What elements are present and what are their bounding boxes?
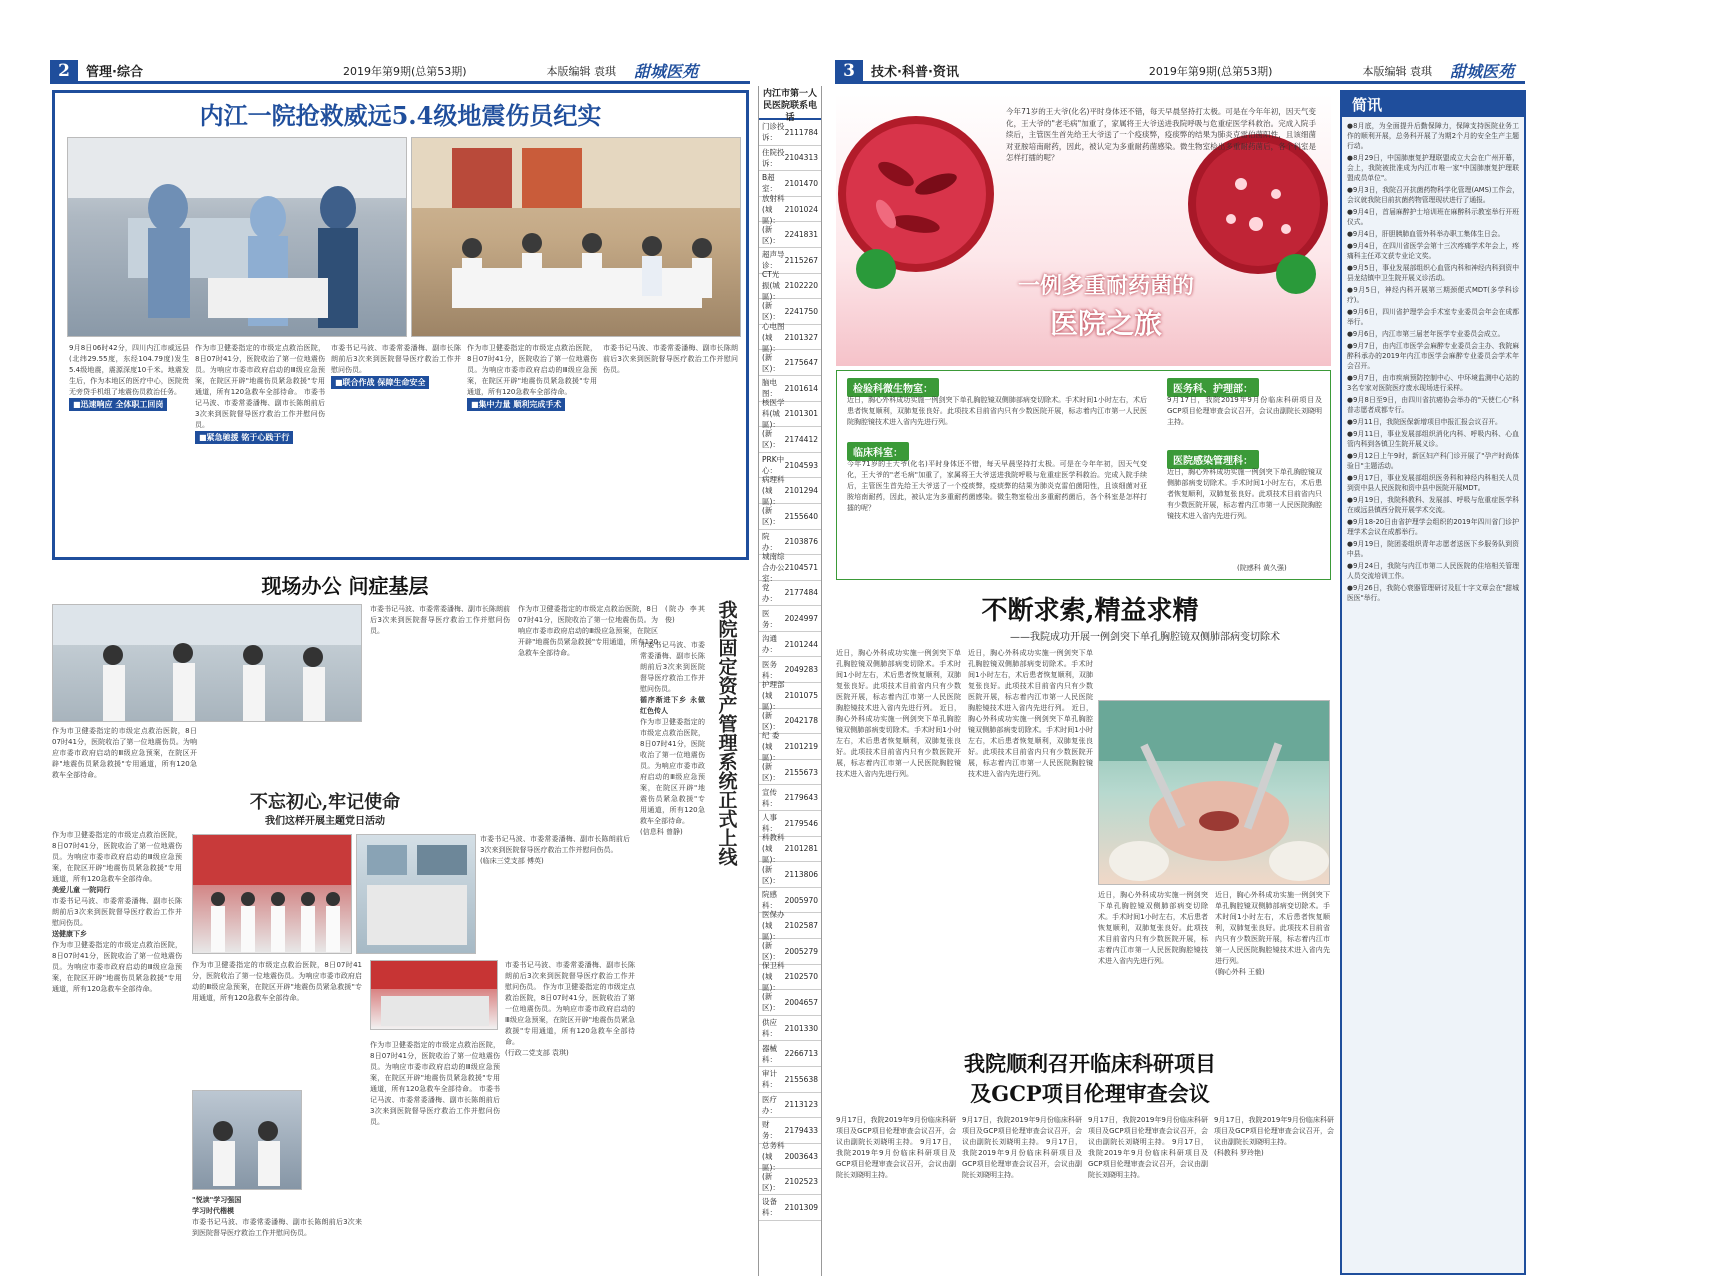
news-brief-item: ●9月18-20日由省护理学会组织的2019年四川省门诊护理学术会议在成都举行。 [1347,518,1519,536]
news-brief-item: ●9月12日上午9时，新区妇产科门诊开展了"孕产时尚体验日"主题活动。 [1347,452,1519,470]
box-clinical-text: 今年71岁的王大爷(化名)平时身体还不错，每天早晨坚持打太极。可是在今年年初，因天气变化，王大爷的"老毛病"加重了，家属将王大爷送进我院呼吸与危重症医学科救治。完成入院手续后，主管医生首先给王大爷送了一个疫痰弊，疫痰弊的结果为肺炎克雷伯菌阳性，且该细菌对亚胺培南耐药，因此，被认定为多重耐药菌感染。微生物室检出多重耐药菌后，各个科室是怎样打擂的呢？ [847,460,1147,512]
news-brief-item: ●9月24日，我院与内江市第二人民医院的住培相关管理人员交流培训工作。 [1347,562,1519,580]
phone-number: 2175647 [784,358,818,368]
phone-row [759,504,821,530]
news-brief-list [1342,117,1524,609]
phone-dept: 总务科(城 區)： [762,1140,785,1172]
rescue-photo-2 [411,137,741,337]
phone-row [759,760,821,786]
surgery-byline: (胸心外科 王毅) [1215,968,1265,976]
phone-dept: 病理科(城 區)： [762,475,785,507]
page-number-right: 3 [835,60,863,82]
bacteria-headline-2: 医院之旅 [1049,307,1162,340]
phone-dept: 供应科： [762,1018,777,1039]
party-sub4: "悦读"学习强国 [192,1196,242,1204]
surgery-col-1: 近日，胸心外科成功实施一例剑突下单孔胸腔镜双侧肺部病变切除术。手术时间1小时左右，术后患者恢复顺利，双肺复张良好。此项技术目前省内只有少数医院开展，标志着内江市第一人民医院胸腔镜技术进入省内先进行列。 近日，胸心外科成功实施一例剑突下单孔胸腔镜双侧肺部病变切除术。手术时间1小时左右，术后患者恢复顺利，双肺复张良好。此项技术目前省内只有少数医院开展，标志着内江市第一人民医院胸腔镜技术进入省内先进行列。 [836,649,961,778]
bacteria-icon-left [836,94,996,294]
box-microbiology-label: 检验科微生物室： [847,377,939,397]
rescue-photo-art [68,138,407,337]
phone-number: 2179433 [784,1125,818,1135]
bacteria-body [836,370,1331,580]
party-col-1: 作为市卫健委指定的市级定点救治医院，8日07时41分，医院收治了第一位地震伤员。为响应市委市政府启动的Ⅲ级应急预案，在院区开辟"地震伤员紧急救援"专用通道，所有120急救车全部待命。 美爱儿童 一院同行 市委书记马波、市委常委潘梅、副市长陈朗前后3次来到医院督导医疗救治工作并慰问伤员。 送健康下乡 作为市卫健委指定的市级定点救治医院，8日07时41分，医院收治了第一位地震伤员。为响应市委市政府启动的Ⅲ级应急预案，在院区开辟"地震伤员紧急救援"专用通道，所有120急救车全部待命。 [52,831,182,993]
phone-dept: 城南综合办公室： [762,551,785,583]
news-brief-column [1340,90,1526,1275]
phone-dept: 核医学科(城 區)： [762,398,785,430]
phone-number: 2101244 [784,639,818,649]
phone-dept: (新 区)： [762,992,780,1013]
phone-dept: (新 区)： [762,941,780,962]
news-brief-item: ●9月7日，由市疾病预防控制中心、中环境监测中心站的3名专家对医院医疗废水现场进行采样。 [1347,374,1519,392]
editor-label-right: 本版编辑 袁琪 [1362,64,1432,78]
phone-dept: 财 务： [762,1120,777,1141]
phone-number: 2101309 [784,1202,818,1212]
phone-number: 2104571 [784,562,818,572]
phone-row [759,679,821,711]
phone-dept: 医 务： [762,608,777,629]
sub-emergency: ■紧急驰援 铭于心践于行 [195,431,293,444]
phone-number: 2101219 [784,742,818,752]
office-photo-art [53,605,362,722]
news-brief-item: ●9月17日，事业发展部组织医务科和神经内科相关人员到资中县人民医院和资中县中医院开展MDT。 [1347,474,1519,492]
phone-dept: (新 区)： [762,710,780,731]
box-infection-text: 近日，胸心外科成功实施一例剑突下单孔胸腔镜双侧肺部病变切除术。手术时间1小时左右，术后患者恢复顺利，双肺复张良好。此项技术目前省内只有少数医院开展，标志着内江市第一人民医院胸腔镜技术进入省内先进行列。 [1167,468,1322,520]
party-photo-art-2 [357,835,476,954]
phone-row [759,398,821,430]
office-text-3: 作为市卫健委指定的市级定点救治医院，8日07时41分，医院收治了第一位地震伤员。为响应市委市政府启动的Ⅲ级应急预案，在院区开辟"地震伤员紧急救援"专用通道，所有120急救车全部待命。 [518,605,658,657]
surgery-headline: 不断求索,精益求精 [981,596,1199,626]
news-brief-item: ●9月11日，事业发展部组织消化内科、呼吸内科、心血管内科到各镇卫生院开展义诊。 [1347,430,1519,448]
news-brief-item: ●9月3日，我院召开抗菌药物科学化管理(AMS)工作会，会议就我院目前抗菌药物管理现状进行了通报。 [1347,186,1519,204]
phone-dept: (新 区)： [762,301,780,322]
phone-dept: 党 办： [762,582,777,603]
box-microbiology-text: 近日，胸心外科成功实施一例剑突下单孔胸腔镜双侧肺部病变切除术。手术时间1小时左右，术后患者恢复顺利，双肺复张良好。此项技术目前省内只有少数医院开展，标志着内江市第一人民医院胸腔镜技术进入省内先进行列。 [847,396,1147,426]
news-brief-item: ●8月29日，中国肺康复护理联盟成立大会在广州开幕，会上，我院被批准成为内江市唯一家"中国肺康复护理联盟成员单位"。 [1347,154,1519,182]
phone-row [759,193,821,225]
phone-row [759,606,821,632]
phone-number: 2104313 [784,153,818,163]
rescue-photo-1 [67,137,407,337]
news-brief-item: ●9月4日，首届麻醉护士培训班在麻醉科示教室举行开班仪式。 [1347,208,1519,226]
earthquake-col-4: 作为市卫健委指定的市级定点救治医院，8日07时41分，医院收治了第一位地震伤员。为响应市委市政府启动的Ⅲ级应急预案，在院区开辟"地震伤员紧急救援"专用通道，所有120急救车全部待命。 ■集中力量 顺利完成手术 [467,344,597,409]
news-brief-item: ●9月4日，在四川省医学会第十三次疼痛学术年会上，疼痛科主任邓文获专业论文奖。 [1347,242,1519,260]
phone-dept: 护理部(城 區)： [762,679,785,711]
phone-number: 2241750 [784,306,818,316]
earthquake-headline: 内江一院抢救威远5.4级地震伤员纪实 [199,100,602,130]
phone-row [759,581,821,607]
gcp-col-4: 9月17日，我院2019年9月份临床科研项目及GCP项目伦理审查会议召开，会议由副院长刘晓明主持。 (科教科 罗玲艳) [1214,1116,1334,1157]
phone-dept: 超声导诊： [762,250,785,271]
phone-dept: 人事科： [762,813,777,834]
phone-number: 2113123 [784,1100,818,1110]
logo-right: 甜城医苑 [1449,62,1514,81]
party-col-6: 市委书记马波、市委常委潘梅、副市长陈朗前后3次来到医院督导医疗救治工作并慰问伤员。 作为市卫健委指定的市级定点救治医院，8日07时41分，医院收治了第一位地震伤员。为响应市委市政府启动的Ⅲ级应急预案，在院区开辟"地震伤员紧急救援"专用通道，所有120急救车全部待命。 (行政二党支部 袁琪) [505,961,635,1057]
phone-number: 2103876 [784,537,818,547]
party-photo-art-4 [193,1091,302,1190]
sub-smooth: ■集中力量 顺利完成手术 [467,398,565,411]
party-col-2: 市委书记马波、市委常委潘梅、副市长陈朗前后3次来到医院督导医疗救治工作并慰问伤员。 (临床三党支部 傅英) [480,835,630,865]
phone-dept: 沟通办： [762,634,777,655]
phone-dept: 心电图(城 區)： [762,321,785,353]
office-headline: 现场办公 问症基层 [261,574,429,598]
sub-rapid: ■迅速响应 全体职工回岗 [69,398,167,411]
phone-row [759,731,821,763]
logo: 甜城医苑 [634,62,699,81]
phone-dept: (新 区)： [762,352,780,373]
phone-dept: PRK中心： [762,455,785,476]
news-brief-item: ●9月19日，我院科教科、发展部、呼吸与危重症医学科在威远县镇西分院开展学术交流。 [1347,496,1519,514]
surgery-col-2: 近日，胸心外科成功实施一例剑突下单孔胸腔镜双侧肺部病变切除术。手术时间1小时左右，术后患者恢复顺利，双肺复张良好。此项技术目前省内只有少数医院开展，标志着内江市第一人民医院胸腔镜技术进入省内先进行列。 近日，胸心外科成功实施一例剑突下单孔胸腔镜双侧肺部病变切除术。手术时间1小时左右，术后患者恢复顺利，双肺复张良好。此项技术目前省内只有少数医院开展，标志着内江市第一人民医院胸腔镜技术进入省内先进行列。 [968,649,1093,778]
party-sub5: 学习时代楷模 [192,1207,234,1215]
phone-number: 2102570 [784,972,818,982]
phone-number: 2101327 [784,332,818,342]
section-title-right: 技术·科普·资讯 [871,65,959,80]
phone-number: 2042178 [784,716,818,726]
bacteria-headline-1: 一例多重耐药菌的 [1017,273,1194,299]
party-col-5: 作为市卫健委指定的市级定点救治医院，8日07时41分，医院收治了第一位地震伤员。为响应市委市政府启动的Ⅲ级应急预案，在院区开辟"地震伤员紧急救援"专用通道，所有120急救车全部待命。 市委书记马波、市委常委潘梅、副市长陈朗前后3次来到医院督导医疗救治工作并慰问伤员。 [370,1041,500,1126]
phone-number: 2101470 [784,178,818,188]
phone-row [759,1016,821,1042]
party-sub1: 美爱儿童 [52,886,80,894]
box-clinical-label: 临床科室： [847,441,909,461]
phone-row [759,427,821,453]
phone-number: 2174412 [784,434,818,444]
news-brief-item: ●9月5日，事业发展部组织心血管内科和神经内科到资中县龙结镇中卫生院开展义诊活动。 [1347,264,1519,282]
news-brief-item: ●9月5日，神经内科开展第三期颈便式MDT(多学科诊疗)。 [1347,286,1519,304]
page-number: 2 [50,60,78,82]
phone-row [759,1093,821,1119]
party-sub2: 一院同行 [82,886,111,894]
gcp-headline-2: 及GCP项目伦理审查会议 [970,1081,1210,1106]
party-photo-3 [370,960,498,1030]
phone-dept: (新 区)： [762,429,780,450]
phone-directory [758,86,822,1276]
issue-label: 2019年第9期(总第53期) [342,64,467,78]
phone-number: 2003643 [784,1151,818,1161]
asset-headline-wrap [708,600,746,950]
phone-dept: (新 区)： [762,506,780,527]
asset-byline: (信息科 曾静) [640,828,683,836]
phone-number: 2113806 [784,870,818,880]
phone-number: 2101301 [784,409,818,419]
phone-number: 2102587 [784,921,818,931]
earthquake-col-2: 作为市卫健委指定的市级定点救治医院，8日07时41分，医院收治了第一位地震伤员。为响应市委市政府启动的Ⅲ级应急预案，在院区开辟"地震伤员紧急救援"专用通道，所有120急救车全部待命。 市委书记马波、市委常委潘梅、副市长陈朗前后3次来到医院督导医疗救治工作并慰问伤员。 ■紧急驰援 铭于心践于行 [195,344,325,442]
news-brief-item: ●9月6日，四川省护理学会手术室专业委员会年会在成都举行。 [1347,308,1519,326]
phone-dept: 设备科： [762,1197,777,1218]
phone-row [759,1195,821,1221]
phone-dept: (新 区)： [762,224,780,245]
phone-number: 2155638 [784,1074,818,1084]
phone-dept: 审计科： [762,1069,777,1090]
phone-number: 2104593 [784,460,818,470]
phone-number: 2101075 [784,690,818,700]
section-title: 管理·综合 [86,65,143,80]
party-photo-art-1 [193,835,352,954]
phone-dept: (新 区)： [762,1171,780,1192]
phone-number: 2005970 [784,895,818,905]
phone-row [759,321,821,353]
news-brief-item: ●9月26日，我院心衰器管理研讨及肛十字文章会在"甜城医医"举行。 [1347,584,1519,602]
asset-headline: 我院固定资产管理系统正式上线 [715,600,738,866]
phone-number: 2102220 [784,281,818,291]
phone-dept: CT光振(城 區)： [762,270,780,302]
earthquake-lead: 9月8日06时42分，四川内江市威远县(北纬29.55度，东经104.79度)发生5.4级地震，震源深度10千米。地震发生后，作为本地区的医疗中心，医院贵无旁贷手机组了地震伤员救治任务。 ■迅速响应 全体职工回岗 [69,344,189,409]
phone-directory-title: 内江市第一人民医院联系电话 [759,86,821,120]
party-photo-4 [192,1090,302,1190]
phone-row [759,910,821,942]
phone-row [759,475,821,507]
phone-number: 2049283 [784,665,818,675]
surgery-col-3: 近日，胸心外科成功实施一例剑突下单孔胸腔镜双侧肺部病变切除术。手术时间1小时左右，术后患者恢复顺利，双肺复张良好。此项技术目前省内只有少数医院开展，标志着内江市第一人民医院胸腔镜技术进入省内先进行列。 [1098,891,1208,965]
phone-row [759,1169,821,1195]
phone-row [759,990,821,1016]
news-brief-item: ●9月4日，肝胆胰肺血管外科举办职工集体生日会。 [1347,230,1505,238]
phone-row [759,551,821,583]
phone-number: 2004657 [784,997,818,1007]
phone-row [759,222,821,248]
phone-dept: (新 区)： [762,864,780,885]
bacteria-byline: (院感科 黄久强) [1237,564,1287,572]
bacteria-intro: 今年71岁的王大爷(化名)平时身体还不错，每天早晨坚持打太极。可是在今年年初，因天气变化，王大爷的"老毛病"加重了，家属将王大爷送进我院呼吸与危重症医学科救治。完成入院手续后，主管医生首先给王大爷送了一个疫痰弊，疫痰弊的结果为肺炎克雷伯菌阳性，且该细菌对亚胺培南耐药，因此，被认定为多重耐药菌感染。微生物室检出多重耐药菌后，各个科室是怎样打擂的呢？ [1006,107,1316,162]
phone-row [759,146,821,172]
editor-label: 本版编辑 袁琪 [546,64,617,78]
office-byline: (院办 李其俊) [665,605,705,624]
news-brief-item: ●9月11日，我院医保新增项目申报汇报会议召开。 [1347,418,1502,426]
phone-dept: 医疗办： [762,1094,777,1115]
party-col-3: 作为市卫健委指定的市级定点救治医院，8日07时41分，医院收治了第一位地震伤员。为响应市委市政府启动的Ⅲ级应急预案，在院区开辟"地震伤员紧急救援"专用通道，所有120急救车全部待命。 [192,961,362,1002]
surgery-col-4: 近日，胸心外科成功实施一例剑突下单孔胸腔镜双侧肺部病变切除术。手术时间1小时左右，术后患者恢复顺利，双肺复张良好。此项技术目前省内只有少数医院开展，标志着内江市第一人民医院胸腔镜技术进入省内先进行列。 (胸心外科 王毅) [1215,891,1330,976]
phone-dept: 门诊投诉： [762,122,785,143]
phone-list [759,120,821,1221]
phone-dept: (新 区)： [762,762,780,783]
phone-number: 2102523 [784,1177,818,1187]
phone-dept: 放射科(城 區)： [762,193,785,225]
earthquake-col-3: 市委书记马波、市委常委潘梅、副市长陈朗前后3次来到医院督导医疗救治工作并慰问伤员。 ■联合作战 保障生命安全 [331,344,461,387]
phone-row [759,1041,821,1067]
phone-number: 2101024 [784,204,818,214]
phone-number: 2179643 [784,793,818,803]
news-brief-item: ●9月7日，由内江市医学会麻醉专业委员会主办、我院麻醉科承办的2019年内江市医学会麻醉专业委员会学术年会召开。 [1347,342,1519,370]
phone-row [759,833,821,865]
earthquake-col-5: 市委书记马波、市委常委潘梅、副市长陈朗前后3次来到医院督导医疗救治工作并慰问伤员。 [603,344,738,374]
phone-number: 2101281 [784,844,818,854]
asset-sub: 循序渐进下乡 永做红色传人 [640,696,705,715]
left-page-header [50,60,750,84]
party-headline: 不忘初心,牢记使命 [249,792,401,813]
phone-number: 2111784 [784,127,818,137]
news-brief-item: ●9月6日，内江市第三届老年医学专业委员会成立。 [1347,330,1505,338]
gcp-headline-1: 我院顺利召开临床科研项目 [964,1051,1216,1076]
gcp-byline: (科教科 罗玲艳) [1214,1149,1264,1157]
party-sub3: 送健康下乡 [52,930,87,938]
phone-dept: 院感科： [762,890,777,911]
phone-dept: 医保办(城 區)： [762,910,785,942]
surgery-subhead: ——我院成功开展一例剑突下单孔胸腔镜双侧肺部病变切除术 [1010,632,1280,643]
phone-row [759,785,821,811]
phone-number: 2101614 [784,383,818,393]
phone-number: 2266713 [784,1049,818,1059]
news-brief-item: ●8月底，为全面提升后勤保障力，保障支持医院业务工作的顺利开展，总务科开展了为期2个月的安全生产主题行动。 [1347,122,1519,150]
phone-dept: 科教科(城 區)： [762,833,785,865]
party-photo-1 [192,834,352,954]
box-nurse-text: 9月17日，我院2019年9月份临床科研项目及GCP项目伦理审查会议召开，会议由副院长刘晓明主持。 [1167,396,1322,426]
asset-text: 市委书记马波、市委常委潘梅、副市长陈朗前后3次来到医院督导医疗救治工作并慰问伤员。 循序渐进下乡 永做红色传人 作为市卫健委指定的市级定点救治医院，8日07时41分，医院收治了第一位地震伤员。为响应市委市政府启动的Ⅲ级应急预案，在院区开辟"地震伤员紧急救援"专用通道，所有120急救车全部待命。 (信息科 曾静) [640,641,705,836]
phone-dept: 纪 委(城 區)： [762,731,780,763]
news-brief-item: ●9月8日至9日，由四川省抗癌协会举办的"天使仁心"科普志愿者成都专行。 [1347,396,1519,414]
phone-dept: 脑电图： [762,378,777,399]
phone-number: 2155673 [784,767,818,777]
phone-dept: B超室： [762,173,777,194]
party-photo-2 [356,834,476,954]
party-byline-2: (行政二党支部 袁琪) [505,1049,569,1057]
phone-row [759,270,821,302]
news-brief-item: ●9月19日，院团委组织青年志愿者送医下乡服务队到资中县。 [1347,540,1519,558]
phone-row [759,1067,821,1093]
phone-row [759,961,821,993]
party-photo-art-3 [371,961,498,1030]
sub-cooperation: ■联合作战 保障生命安全 [331,376,429,389]
gcp-col-1: 9月17日，我院2019年9月份临床科研项目及GCP项目伦理审查会议召开，会议由副院长刘晓明主持。 9月17日，我院2019年9月份临床科研项目及GCP项目伦理审查会议召开，会议由副院长刘晓明主持。 [836,1116,956,1179]
box-infection-label: 医院感染管理科： [1167,449,1259,469]
phone-row [759,350,821,376]
phone-number: 2005279 [784,946,818,956]
surgery-photo-art [1099,701,1330,885]
office-text-1: 作为市卫健委指定的市级定点救治医院，8日07时41分，医院收治了第一位地震伤员。为响应市委市政府启动的Ⅲ级应急预案，在院区开辟"地震伤员紧急救援"专用通道，所有120急救车全部待命。 [52,727,197,779]
phone-dept: 保卫科(城 區)： [762,961,785,993]
phone-dept: 宣传科： [762,787,777,808]
box-nurse-label: 医务科、护理部： [1167,377,1259,397]
phone-dept: 住院投诉： [762,147,785,168]
phone-row [759,862,821,888]
phone-number: 2241831 [784,230,818,240]
bacteria-banner [836,94,1331,366]
phone-number: 2155640 [784,511,818,521]
phone-number: 2177484 [784,588,818,598]
phone-dept: 医务科： [762,659,777,680]
surgery-photo [1098,700,1330,885]
phone-number: 2101294 [784,486,818,496]
earthquake-article [52,90,749,560]
news-brief-title: 简讯 [1342,92,1524,117]
phone-dept: 器械科： [762,1043,777,1064]
phone-number: 2024997 [784,614,818,624]
party-subhead: 我们这样开展主题党日活动 [265,816,385,827]
right-page-header [835,60,1525,84]
gcp-col-3: 9月17日，我院2019年9月份临床科研项目及GCP项目伦理审查会议召开，会议由副院长刘晓明主持。 9月17日，我院2019年9月份临床科研项目及GCP项目伦理审查会议召开，会议由副院长刘晓明主持。 [1088,1116,1208,1179]
party-byline-1: (临床三党支部 傅英) [480,857,544,865]
phone-number: 2115267 [784,255,818,265]
meeting-photo-art [412,138,741,337]
phone-dept: 院 办： [762,531,777,552]
gcp-col-2: 9月17日，我院2019年9月份临床科研项目及GCP项目伦理审查会议召开，会议由副院长刘晓明主持。 9月17日，我院2019年9月份临床科研项目及GCP项目伦理审查会议召开，会议由副院长刘晓明主持。 [962,1116,1082,1179]
phone-number: 2179546 [784,818,818,828]
issue-label-right: 2019年第9期(总第53期) [1148,64,1273,78]
phone-row [759,1140,821,1172]
phone-number: 2101330 [784,1023,818,1033]
office-text-2: 市委书记马波、市委常委潘梅、副市长陈朗前后3次来到医院督导医疗救治工作并慰问伤员。 [370,605,510,635]
party-col-4: "悦读"学习强国 学习时代楷模 市委书记马波、市委常委潘梅、副市长陈朗前后3次来到医院督导医疗救治工作并慰问伤员。 [192,1196,362,1237]
office-photo [52,604,362,722]
phone-row [759,632,821,658]
